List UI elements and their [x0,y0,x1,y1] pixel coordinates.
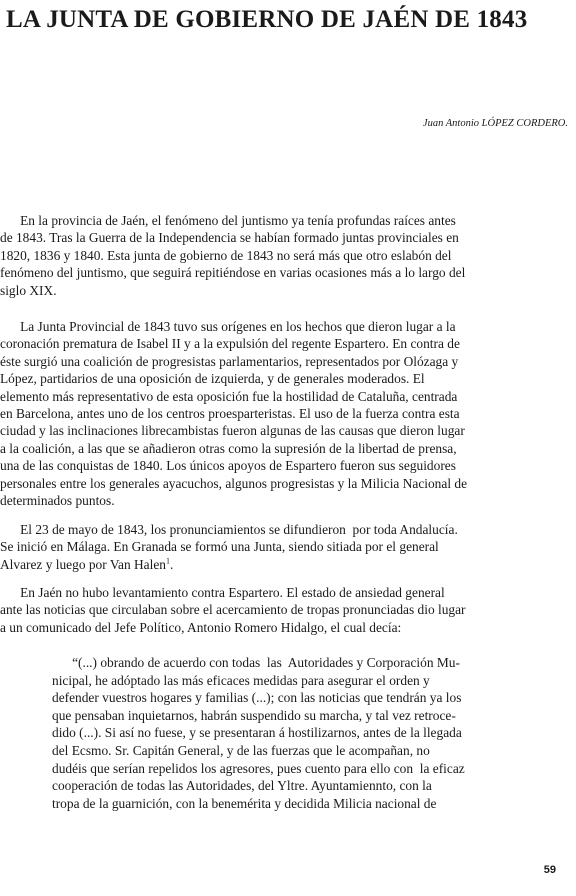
quote-line: defender vuestros hogares y familias (...); con las noticias que tendrán ya los [52,690,462,706]
author-surname: LÓPEZ CORDERO. [481,118,568,129]
paragraph-line: En la provincia de Jaén, el fenómeno del juntismo ya tenía profundas raíces antes [0,213,456,228]
paragraph-line: ante las noticias que circulaban sobre el acercamiento de tropas pronunciadas dio lugar [0,602,466,618]
paragraph-line: López, partidarios de una oposición de izquierda, y de generales moderados. El [0,371,425,387]
paragraph-3 [0,521,568,573]
quote-line: que pensaban inquietarnos, habrán suspendido su marcha, y tal vez retroce- [52,707,456,723]
paragraph-1 [0,212,568,299]
paragraph-line: La Junta Provincial de 1843 tuvo sus orígenes en los hechos que dieron lugar a la [0,319,456,334]
paragraph-line: En Jaén no hubo levantamiento contra Espartero. El estado de ansiedad general [0,585,445,600]
paragraph-line-text: Alvarez y luego por Van Halen [0,556,166,572]
quote-line: nicipal, he adóptado las más eficaces medidas para asegurar el orden y [52,672,430,688]
paragraph-line: siglo XIX. [0,282,57,298]
paragraph-line: 1820, 1836 y 1840. Esta junta de gobierno de 1843 no será más que otro eslabón del [0,247,452,263]
paragraph-line: a un comunicado del Jefe Político, Antonio Romero Hidalgo, el cual decía: [0,619,402,635]
paragraph-line: personales entre los generales ayacuchos, algunos progresistas y la Milicia Nacional de [0,475,468,491]
paragraph-line: fenómeno del juntismo, que seguirá repitiéndose en varias ocasiones más a lo largo del [0,265,466,281]
paragraph-line: en Barcelona, antes uno de los centros proesparteristas. El uso de la fuerza contra esta [0,406,460,422]
footnote-reference[interactable]: 1 [165,556,170,566]
paragraph-line: ciudad y las inclinaciones librecambistas fueron algunas de las causas que dieron lugar [0,423,465,439]
paragraph-line: Se inició en Málaga. En Granada se formó una Junta, siendo sitiada por el general [0,539,439,555]
quote-line: dudéis que serían repelidos los agresores, pues cuento para ello con la eficaz [52,760,465,776]
quote-line: dido (...). Si así no fuese, y se presentaran á hostilizarnos, antes de la llegada [52,725,462,741]
paragraph-line: coronación prematura de Isabel II y a la expulsión del regente Espartero. En contra de [0,336,460,352]
quote-line: “(...) obrando de acuerdo con todas las Autoridades y Corporación Mu- [52,655,460,670]
quote-line: tropa de la guarnición, con la benemérita y decidida Milicia nacional de [52,795,437,811]
quote-line: del Ecsmo. Sr. Capitán General, y de las fuerzas que le acompañan, no [52,742,430,758]
paragraph-line [0,556,568,573]
paragraph-line-tail: . [169,556,174,572]
paragraph-line: de 1843. Tras la Guerra de la Independencia se habían formado juntas provinciales en [0,230,459,246]
document-title: LA JUNTA DE GOBIERNO DE JAÉN DE 1843 [6,6,528,33]
page-number: 59 [543,864,556,876]
paragraph-line: una de las conquistas de 1840. Los únicos apoyos de Espartero fueron sus seguidores [0,458,456,474]
paragraph-line: a la coalición, a las que se añadieron otras como la supresión de la libertad de prensa, [0,440,457,456]
paragraph-2 [0,318,568,509]
author-given-name: Juan Antonio [422,118,480,129]
author-byline [423,118,568,129]
block-quote [52,654,556,812]
paragraph-line: El 23 de mayo de 1843, los pronunciamientos se difundieron por toda Andalucía. [0,522,458,537]
paragraph-line: determinados puntos. [0,493,115,509]
paragraph-4 [0,584,568,636]
paragraph-line: elemento más representativo de esta oposición fue la hostilidad de Cataluña, centrada [0,388,458,404]
quote-line: cooperación de todas las Autoridades, del Yltre. Ayuntamiennto, con la [52,778,432,794]
paragraph-line: éste surgió una coalición de progresistas parlamentarios, representados por Olózaga y [0,353,459,369]
